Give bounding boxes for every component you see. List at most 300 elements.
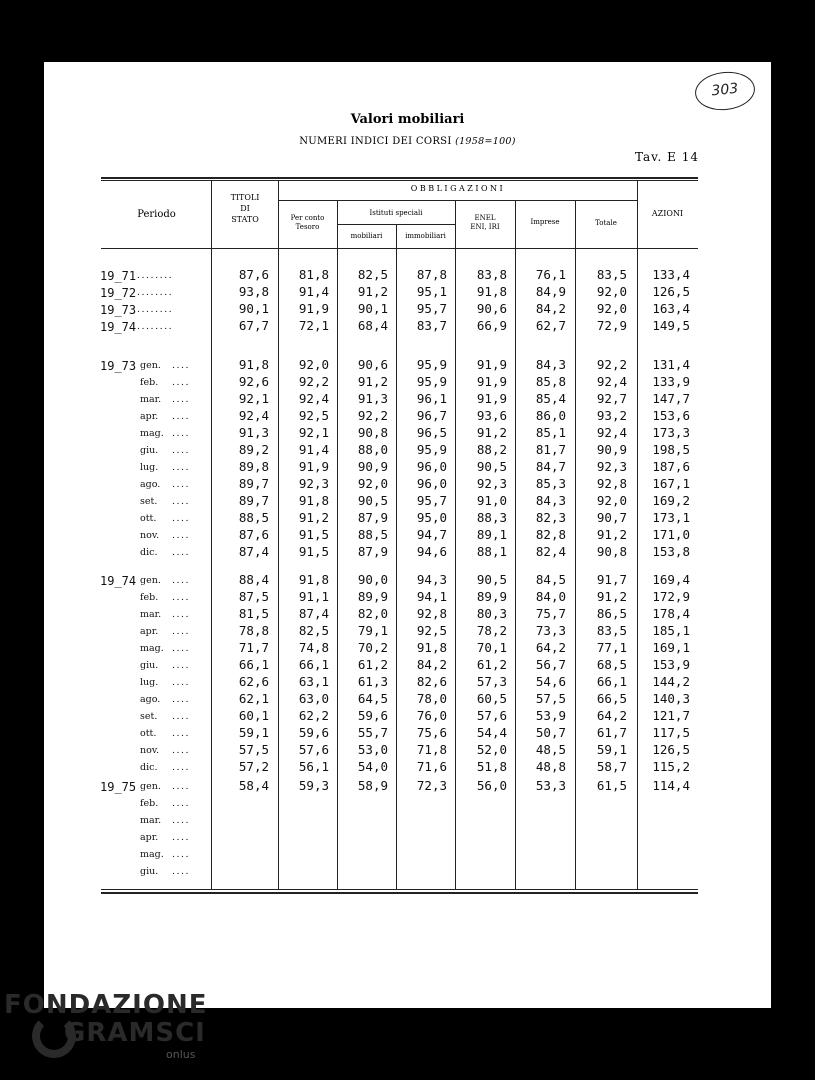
row-month: apr. <box>140 411 159 422</box>
row-month: lug. <box>140 462 159 473</box>
table-cell: 88,4 <box>238 572 269 587</box>
table-cell: 61,7 <box>596 725 627 740</box>
table-cell: 91,3 <box>238 425 269 440</box>
table-top-rule <box>101 177 698 179</box>
table-cell: 90,5 <box>476 459 507 474</box>
table-cell: 84,9 <box>535 284 566 299</box>
row-month: mag. <box>140 643 164 654</box>
table-cell: 90,5 <box>357 493 388 508</box>
header-istituti-speciali: Istituti speciali <box>369 209 423 217</box>
table-cell: 84,2 <box>416 657 447 672</box>
table-cell: 133,4 <box>652 267 690 282</box>
row-year: 19_75 <box>100 780 137 794</box>
header-obbligazioni: OBBLIGAZIONI <box>410 184 506 193</box>
table-cell: 62,7 <box>535 318 566 333</box>
table-cell: 84,0 <box>535 589 566 604</box>
table-cell: 92,3 <box>476 476 507 491</box>
row-month: mar. <box>140 394 162 405</box>
table-cell: 59,1 <box>596 742 627 757</box>
table-cell: 92,3 <box>596 459 627 474</box>
table-cell: 91,9 <box>298 459 329 474</box>
table-cell: 86,0 <box>535 408 566 423</box>
row-month: mag. <box>140 428 164 439</box>
table-cell: 77,1 <box>596 640 627 655</box>
subtitle-text: NUMERI INDICI DEI CORSI <box>299 136 452 147</box>
table-cell: 91,7 <box>596 572 627 587</box>
table-bottom-rule-2 <box>101 892 698 894</box>
table-cell: 87,8 <box>416 267 447 282</box>
row-period <box>100 269 174 283</box>
table-cell: 66,1 <box>298 657 329 672</box>
table-cell: 90,6 <box>476 301 507 316</box>
table-cell: 169,2 <box>652 493 690 508</box>
row-year: 19_73 <box>100 303 137 317</box>
row-month: nov. <box>140 530 160 541</box>
table-cell: 147,7 <box>652 391 690 406</box>
table-cell: 85,3 <box>535 476 566 491</box>
table-cell: 94,3 <box>416 572 447 587</box>
row-month: gen. <box>140 781 161 792</box>
table-cell: 92,7 <box>596 391 627 406</box>
subtitle-base: (1958=100) <box>455 136 516 147</box>
row-dots: .... <box>172 377 191 388</box>
table-cell: 90,8 <box>596 544 627 559</box>
table-cell: 126,5 <box>652 284 690 299</box>
table-cell: 92,0 <box>357 476 388 491</box>
table-top-rule-2 <box>101 180 698 181</box>
table-cell: 78,0 <box>416 691 447 706</box>
table-cell: 67,7 <box>238 318 269 333</box>
table-cell: 68,5 <box>596 657 627 672</box>
table-cell: 56,7 <box>535 657 566 672</box>
row-dots: .... <box>172 462 191 473</box>
table-cell: 88,1 <box>476 544 507 559</box>
row-year: 19_74 <box>100 574 137 588</box>
header-imprese: Imprese <box>530 218 560 226</box>
table-cell: 73,3 <box>535 623 566 638</box>
table-cell: 62,6 <box>238 674 269 689</box>
row-dots: .... <box>172 530 191 541</box>
table-cell: 60,1 <box>238 708 269 723</box>
table-cell: 51,8 <box>476 759 507 774</box>
table-cell: 57,2 <box>238 759 269 774</box>
row-dots: .... <box>172 660 191 671</box>
row-dots: .... <box>172 592 191 603</box>
row-month: feb. <box>140 592 159 603</box>
table-cell: 83,8 <box>476 267 507 282</box>
header-azioni: AZIONI <box>651 209 684 218</box>
table-cell: 50,7 <box>535 725 566 740</box>
row-dots: ........ <box>137 287 174 298</box>
table-cell: 56,1 <box>298 759 329 774</box>
table-cell: 84,3 <box>535 357 566 372</box>
row-year: 19_74 <box>100 320 137 334</box>
row-dots: .... <box>172 728 191 739</box>
table-cell: 82,8 <box>535 527 566 542</box>
table-cell: 91,2 <box>596 527 627 542</box>
row-dots: .... <box>172 849 191 860</box>
row-dots: .... <box>172 513 191 524</box>
row-month: nov. <box>140 745 160 756</box>
table-cell: 57,3 <box>476 674 507 689</box>
row-dots: ........ <box>137 270 174 281</box>
row-dots: .... <box>172 643 191 654</box>
table-cell: 95,7 <box>416 301 447 316</box>
header-titoli-line: TITOLI <box>230 193 260 202</box>
row-dots: .... <box>172 711 191 722</box>
row-dots: .... <box>172 762 191 773</box>
row-month: ott. <box>140 513 157 524</box>
table-cell: 153,8 <box>652 544 690 559</box>
table-cell: 89,9 <box>476 589 507 604</box>
row-month: gen. <box>140 575 161 586</box>
watermark-line3: onlus <box>166 1048 196 1061</box>
row-period <box>100 780 191 794</box>
table-cell: 82,5 <box>298 623 329 638</box>
row-month: feb. <box>140 798 159 809</box>
row-dots: .... <box>172 815 191 826</box>
table-cell: 64,2 <box>596 708 627 723</box>
header-enel-line: ENI, IRI <box>470 223 500 232</box>
page-title: Valori mobiliari <box>350 112 465 127</box>
table-cell: 62,2 <box>298 708 329 723</box>
table-cell: 91,2 <box>298 510 329 525</box>
table-cell: 59,1 <box>238 725 269 740</box>
table-cell: 55,7 <box>357 725 388 740</box>
table-cell: 81,5 <box>238 606 269 621</box>
table-cell: 89,8 <box>238 459 269 474</box>
table-cell: 91,1 <box>298 589 329 604</box>
table-cell: 153,6 <box>652 408 690 423</box>
table-cell: 58,7 <box>596 759 627 774</box>
header-bottom-rule <box>101 248 698 249</box>
table-cell: 82,0 <box>357 606 388 621</box>
table-cell: 54,0 <box>357 759 388 774</box>
table-cell: 90,8 <box>357 425 388 440</box>
row-dots: .... <box>172 496 191 507</box>
table-cell: 95,0 <box>416 510 447 525</box>
table-cell: 57,5 <box>238 742 269 757</box>
table-cell: 76,0 <box>416 708 447 723</box>
table-cell: 92,4 <box>298 391 329 406</box>
table-cell: 198,5 <box>652 442 690 457</box>
table-cell: 86,5 <box>596 606 627 621</box>
table-cell: 93,8 <box>238 284 269 299</box>
table-cell: 83,5 <box>596 623 627 638</box>
table-cell: 149,5 <box>652 318 690 333</box>
table-cell: 91,9 <box>476 357 507 372</box>
table-cell: 96,5 <box>416 425 447 440</box>
row-period <box>100 574 191 588</box>
row-month: mar. <box>140 815 162 826</box>
row-dots: .... <box>172 360 191 371</box>
table-cell: 60,5 <box>476 691 507 706</box>
row-dots: .... <box>172 694 191 705</box>
table-cell: 96,7 <box>416 408 447 423</box>
table-cell: 87,5 <box>238 589 269 604</box>
row-month: ago. <box>140 479 161 490</box>
table-cell: 66,1 <box>596 674 627 689</box>
table-cell: 92,4 <box>596 425 627 440</box>
table-cell: 85,4 <box>535 391 566 406</box>
table-cell: 71,7 <box>238 640 269 655</box>
table-cell: 95,9 <box>416 357 447 372</box>
table-cell: 87,4 <box>238 544 269 559</box>
table-cell: 172,9 <box>652 589 690 604</box>
table-cell: 92,4 <box>238 408 269 423</box>
table-cell: 94,6 <box>416 544 447 559</box>
table-cell: 57,6 <box>298 742 329 757</box>
table-cell: 169,1 <box>652 640 690 655</box>
table-cell: 92,2 <box>298 374 329 389</box>
table-cell: 81,8 <box>298 267 329 282</box>
table-cell: 90,5 <box>476 572 507 587</box>
table-cell: 54,6 <box>535 674 566 689</box>
table-cell: 92,3 <box>298 476 329 491</box>
table-cell: 92,0 <box>596 493 627 508</box>
table-cell: 187,6 <box>652 459 690 474</box>
table-cell: 169,4 <box>652 572 690 587</box>
table-cell: 48,5 <box>535 742 566 757</box>
table-cell: 53,3 <box>535 778 566 793</box>
table-cell: 82,6 <box>416 674 447 689</box>
row-month: apr. <box>140 832 159 843</box>
table-cell: 59,3 <box>298 778 329 793</box>
table-reference: Tav. E 14 <box>634 150 699 164</box>
table-cell: 88,5 <box>357 527 388 542</box>
table-cell: 78,8 <box>238 623 269 638</box>
table-cell: 61,2 <box>357 657 388 672</box>
table-cell: 91,9 <box>476 391 507 406</box>
row-dots: .... <box>172 411 191 422</box>
table-cell: 91,9 <box>476 374 507 389</box>
table-cell: 79,1 <box>357 623 388 638</box>
table-cell: 91,8 <box>416 640 447 655</box>
row-dots: .... <box>172 866 191 877</box>
row-period <box>100 303 174 317</box>
table-cell: 91,3 <box>357 391 388 406</box>
table-cell: 91,2 <box>357 284 388 299</box>
table-cell: 91,2 <box>476 425 507 440</box>
row-month: giu. <box>140 445 159 456</box>
table-cell: 70,1 <box>476 640 507 655</box>
table-cell: 48,8 <box>535 759 566 774</box>
row-period <box>100 359 191 373</box>
row-dots: .... <box>172 832 191 843</box>
table-cell: 82,5 <box>357 267 388 282</box>
table-cell: 62,1 <box>238 691 269 706</box>
row-dots: .... <box>172 609 191 620</box>
table-cell: 81,7 <box>535 442 566 457</box>
page-subtitle <box>44 136 771 147</box>
table-cell: 56,0 <box>476 778 507 793</box>
table-cell: 61,3 <box>357 674 388 689</box>
table-cell: 83,7 <box>416 318 447 333</box>
table-cell: 96,1 <box>416 391 447 406</box>
row-period <box>100 286 174 300</box>
table-cell: 131,4 <box>652 357 690 372</box>
table-cell: 94,1 <box>416 589 447 604</box>
table-cell: 75,6 <box>416 725 447 740</box>
row-month: giu. <box>140 660 159 671</box>
table-cell: 76,1 <box>535 267 566 282</box>
table-cell: 58,4 <box>238 778 269 793</box>
table-cell: 88,2 <box>476 442 507 457</box>
table-cell: 92,1 <box>238 391 269 406</box>
table-cell: 163,4 <box>652 301 690 316</box>
table-cell: 64,2 <box>535 640 566 655</box>
table-cell: 71,6 <box>416 759 447 774</box>
table-cell: 92,1 <box>298 425 329 440</box>
watermark-line1: FONDAZIONE <box>4 990 208 1020</box>
table-cell: 87,9 <box>357 510 388 525</box>
row-month: mag. <box>140 849 164 860</box>
row-month: giu. <box>140 866 159 877</box>
table-cell: 85,8 <box>535 374 566 389</box>
header-per-conto-line: Tesoro <box>295 223 320 232</box>
table-cell: 153,9 <box>652 657 690 672</box>
table-cell: 84,7 <box>535 459 566 474</box>
table-cell: 88,0 <box>357 442 388 457</box>
table-cell: 185,1 <box>652 623 690 638</box>
table-cell: 58,9 <box>357 778 388 793</box>
table-cell: 68,4 <box>357 318 388 333</box>
table-cell: 74,8 <box>298 640 329 655</box>
header-periodo: Periodo <box>137 209 176 220</box>
table-cell: 57,6 <box>476 708 507 723</box>
table-cell: 90,9 <box>596 442 627 457</box>
table-cell: 95,9 <box>416 442 447 457</box>
row-dots: .... <box>172 479 191 490</box>
table-cell: 66,9 <box>476 318 507 333</box>
table-cell: 66,1 <box>238 657 269 672</box>
table-cell: 89,7 <box>238 476 269 491</box>
table-cell: 88,5 <box>238 510 269 525</box>
row-month: dic. <box>140 762 158 773</box>
row-year: 19_73 <box>100 359 137 373</box>
table-cell: 171,0 <box>652 527 690 542</box>
table-cell: 92,6 <box>238 374 269 389</box>
table-cell: 92,0 <box>298 357 329 372</box>
table-cell: 126,5 <box>652 742 690 757</box>
table-cell: 61,2 <box>476 657 507 672</box>
table-cell: 144,2 <box>652 674 690 689</box>
table-cell: 93,6 <box>476 408 507 423</box>
table-cell: 72,3 <box>416 778 447 793</box>
header-titoli-line: DI <box>240 203 250 213</box>
table-cell: 57,5 <box>535 691 566 706</box>
row-month: lug. <box>140 677 159 688</box>
table-cell: 63,1 <box>298 674 329 689</box>
header-enel <box>455 214 515 233</box>
table-cell: 89,9 <box>357 589 388 604</box>
table-cell: 95,7 <box>416 493 447 508</box>
row-month: mar. <box>140 609 162 620</box>
table-cell: 92,2 <box>596 357 627 372</box>
table-cell: 94,7 <box>416 527 447 542</box>
table-cell: 91,8 <box>476 284 507 299</box>
row-dots: .... <box>172 428 191 439</box>
row-dots: .... <box>172 547 191 558</box>
table-cell: 59,6 <box>357 708 388 723</box>
table-cell: 115,2 <box>652 759 690 774</box>
table-cell: 178,4 <box>652 606 690 621</box>
table-cell: 133,9 <box>652 374 690 389</box>
header-totale: Totale <box>595 219 617 227</box>
table-cell: 53,9 <box>535 708 566 723</box>
row-month: ago. <box>140 694 161 705</box>
table-cell: 53,0 <box>357 742 388 757</box>
table-cell: 72,1 <box>298 318 329 333</box>
document-page <box>44 62 771 1008</box>
table-cell: 91,0 <box>476 493 507 508</box>
table-cell: 72,9 <box>596 318 627 333</box>
row-dots: .... <box>172 626 191 637</box>
row-month: dic. <box>140 547 158 558</box>
table-cell: 63,0 <box>298 691 329 706</box>
table-cell: 90,0 <box>357 572 388 587</box>
row-dots: .... <box>172 445 191 456</box>
row-month: set. <box>140 711 158 722</box>
table-cell: 61,5 <box>596 778 627 793</box>
row-month: set. <box>140 496 158 507</box>
table-cell: 91,4 <box>298 442 329 457</box>
header-per-conto <box>278 214 337 233</box>
table-cell: 91,5 <box>298 544 329 559</box>
header-titoli-line: STATO <box>231 214 259 224</box>
row-dots: .... <box>172 781 191 792</box>
table-cell: 92,0 <box>596 284 627 299</box>
table-cell: 96,0 <box>416 476 447 491</box>
table-cell: 92,8 <box>596 476 627 491</box>
row-dots: ........ <box>137 321 174 332</box>
row-month: feb. <box>140 377 159 388</box>
table-cell: 87,9 <box>357 544 388 559</box>
row-dots: .... <box>172 394 191 405</box>
table-cell: 117,5 <box>652 725 690 740</box>
table-cell: 92,8 <box>416 606 447 621</box>
table-cell: 89,2 <box>238 442 269 457</box>
row-dots: .... <box>172 677 191 688</box>
header-immobiliari: immobiliari <box>405 232 446 240</box>
table-cell: 91,8 <box>238 357 269 372</box>
table-cell: 91,2 <box>357 374 388 389</box>
table-cell: 173,1 <box>652 510 690 525</box>
table-cell: 70,2 <box>357 640 388 655</box>
table-cell: 87,6 <box>238 527 269 542</box>
table-cell: 91,9 <box>298 301 329 316</box>
table-cell: 92,0 <box>596 301 627 316</box>
header-mobiliari: mobiliari <box>350 232 383 240</box>
table-cell: 84,3 <box>535 493 566 508</box>
table-cell: 89,7 <box>238 493 269 508</box>
table-cell: 91,4 <box>298 284 329 299</box>
table-cell: 93,2 <box>596 408 627 423</box>
watermark-line2: GRAMSCI <box>64 1018 206 1048</box>
table-cell: 96,0 <box>416 459 447 474</box>
row-dots: .... <box>172 745 191 756</box>
table-cell: 92,4 <box>596 374 627 389</box>
table-cell: 90,6 <box>357 357 388 372</box>
table-cell: 83,5 <box>596 267 627 282</box>
row-month: apr. <box>140 626 159 637</box>
row-month: ott. <box>140 728 157 739</box>
table-cell: 82,4 <box>535 544 566 559</box>
table-cell: 84,2 <box>535 301 566 316</box>
row-period <box>100 320 174 334</box>
table-cell: 80,3 <box>476 606 507 621</box>
header-enel-line: ENEL <box>474 214 496 222</box>
